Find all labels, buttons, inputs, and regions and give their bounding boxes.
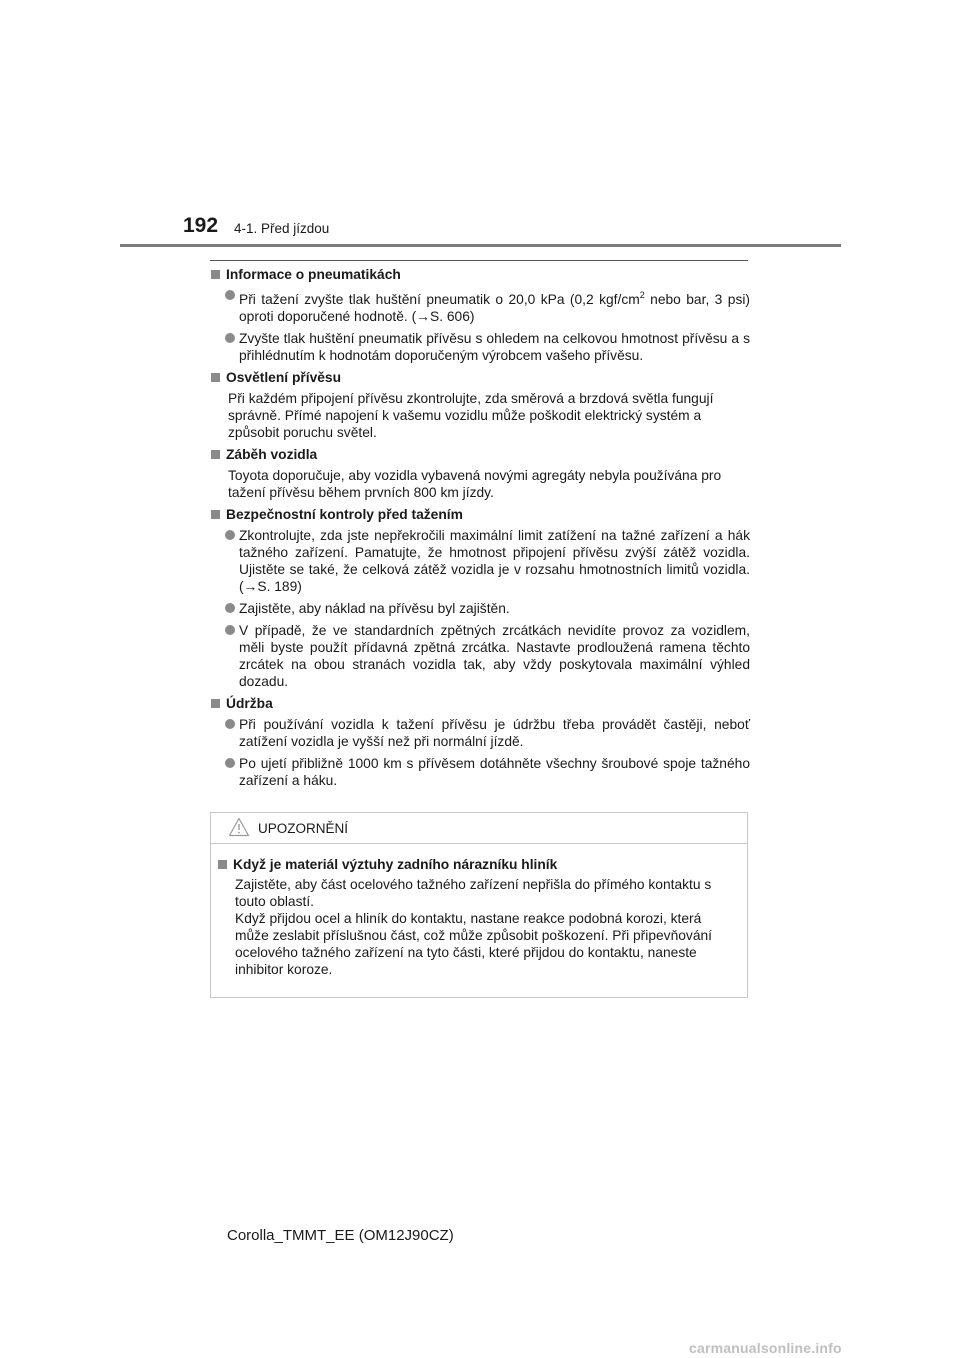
square-bullet-icon — [211, 510, 220, 519]
paragraph: Zajistěte, aby část ocelového tažného zařízení nepřišla do přímého kontaktu s touto oblastí. — [235, 877, 712, 909]
section-heading: Údržba — [210, 695, 750, 712]
list-item: Zvyšte tlak huštění pneumatik přívěsu s ohledem na celkovou hmotnost přívěsu a s přihlédnutím k hodnotám doporučeným výrobcem vašeho přívěsu. — [210, 330, 750, 364]
round-bullet-icon — [225, 625, 235, 635]
square-bullet-icon — [211, 270, 220, 279]
section-heading: Bezpečnostní kontroly před tažením — [210, 506, 750, 523]
watermark: carmanualsonline.info — [689, 1340, 842, 1356]
list-item: Po ujetí přibližně 1000 km s přívěsem dotáhněte všechny šroubové spoje tažného zařízení a háku. — [210, 755, 750, 789]
round-bullet-icon — [225, 530, 235, 540]
section-heading: Záběh vozidla — [210, 446, 750, 463]
warning-triangle-icon — [228, 817, 250, 837]
warning-body — [211, 844, 747, 978]
paragraph: Když přijdou ocel a hliník do kontaktu, nastane reakce podobná korozi, která může zeslabit příslušnou část, což může způsobit poškození. Při připevňování ocelového tažného zařízení na tyto části, které přijdou do kontaktu, naneste inhibitor koroze. — [235, 911, 712, 977]
list-item: V případě, že ve standardních zpětných zrcátkách nevidíte provoz za vozidlem, měli byste použít přídavná zpětná zrcátka. Nastavte prodloužená ramena těchto zrcátek na obou stranách vozidla tak, aby vždy poskytovala maximální výhled dozadu. — [210, 622, 750, 690]
round-bullet-icon — [225, 333, 235, 343]
round-bullet-icon — [225, 758, 235, 768]
footer-model-code: Corolla_TMMT_EE (OM12J90CZ) — [227, 1227, 454, 1244]
square-bullet-icon — [211, 450, 220, 459]
warning-header — [211, 813, 747, 844]
section-title: 4-1. Před jízdou — [234, 221, 330, 236]
square-bullet-icon — [211, 373, 220, 382]
main-content — [210, 266, 750, 794]
warning-box — [210, 812, 748, 998]
list-item: Zkontrolujte, zda jste nepřekročili maximální limit zatížení na tažné zařízení a hák tažného zařízení. Pamatujte, že hmotnost připojení přívěsu zvýší zátěž vozidla. Ujistěte se také, že celková zátěž vozidla je v rozsahu hmotnostních limitů vozidla. (→S. 189) — [210, 527, 750, 595]
section-heading: Informace o pneumatikách — [210, 266, 750, 283]
page-number: 192 — [183, 214, 219, 237]
square-bullet-icon — [211, 699, 220, 708]
round-bullet-icon — [225, 603, 235, 613]
list-item: Zajistěte, aby náklad na přívěsu byl zajištěn. — [210, 600, 750, 617]
header-rule — [120, 244, 841, 247]
section-heading: Osvětlení přívěsu — [210, 369, 750, 386]
list-item: Při tažení zvyšte tlak huštění pneumatik o 20,0 kPa (0,2 kgf/$cm^2$ nebo bar, 3 psi) oproti doporučené hodnotě. (→S. 606) — [210, 287, 750, 325]
round-bullet-icon — [225, 719, 235, 729]
warning-title: UPOZORNĚNÍ — [258, 821, 349, 836]
square-bullet-icon — [218, 860, 227, 869]
warning-heading: Když je materiál výztuhy zadního nárazníku hliník — [217, 856, 737, 873]
round-bullet-icon — [225, 290, 235, 300]
paragraph: Toyota doporučuje, aby vozidla vybavená novými agregáty nebyla používána pro tažení přívěsu během prvních 800 km jízdy. — [228, 468, 722, 500]
content-top-rule — [210, 260, 748, 261]
list-item: Při používání vozidla k tažení přívěsu je údržbu třeba provádět častěji, neboť zatížení vozidla je vyšší než při normální jízdě. — [210, 716, 750, 750]
paragraph: Při každém připojení přívěsu zkontrolujte, zda směrová a brzdová světla fungují správně. Přímé napojení k vašemu vozidlu může poškodit elektrický systém a způsobit poruchu světel. — [228, 391, 714, 440]
